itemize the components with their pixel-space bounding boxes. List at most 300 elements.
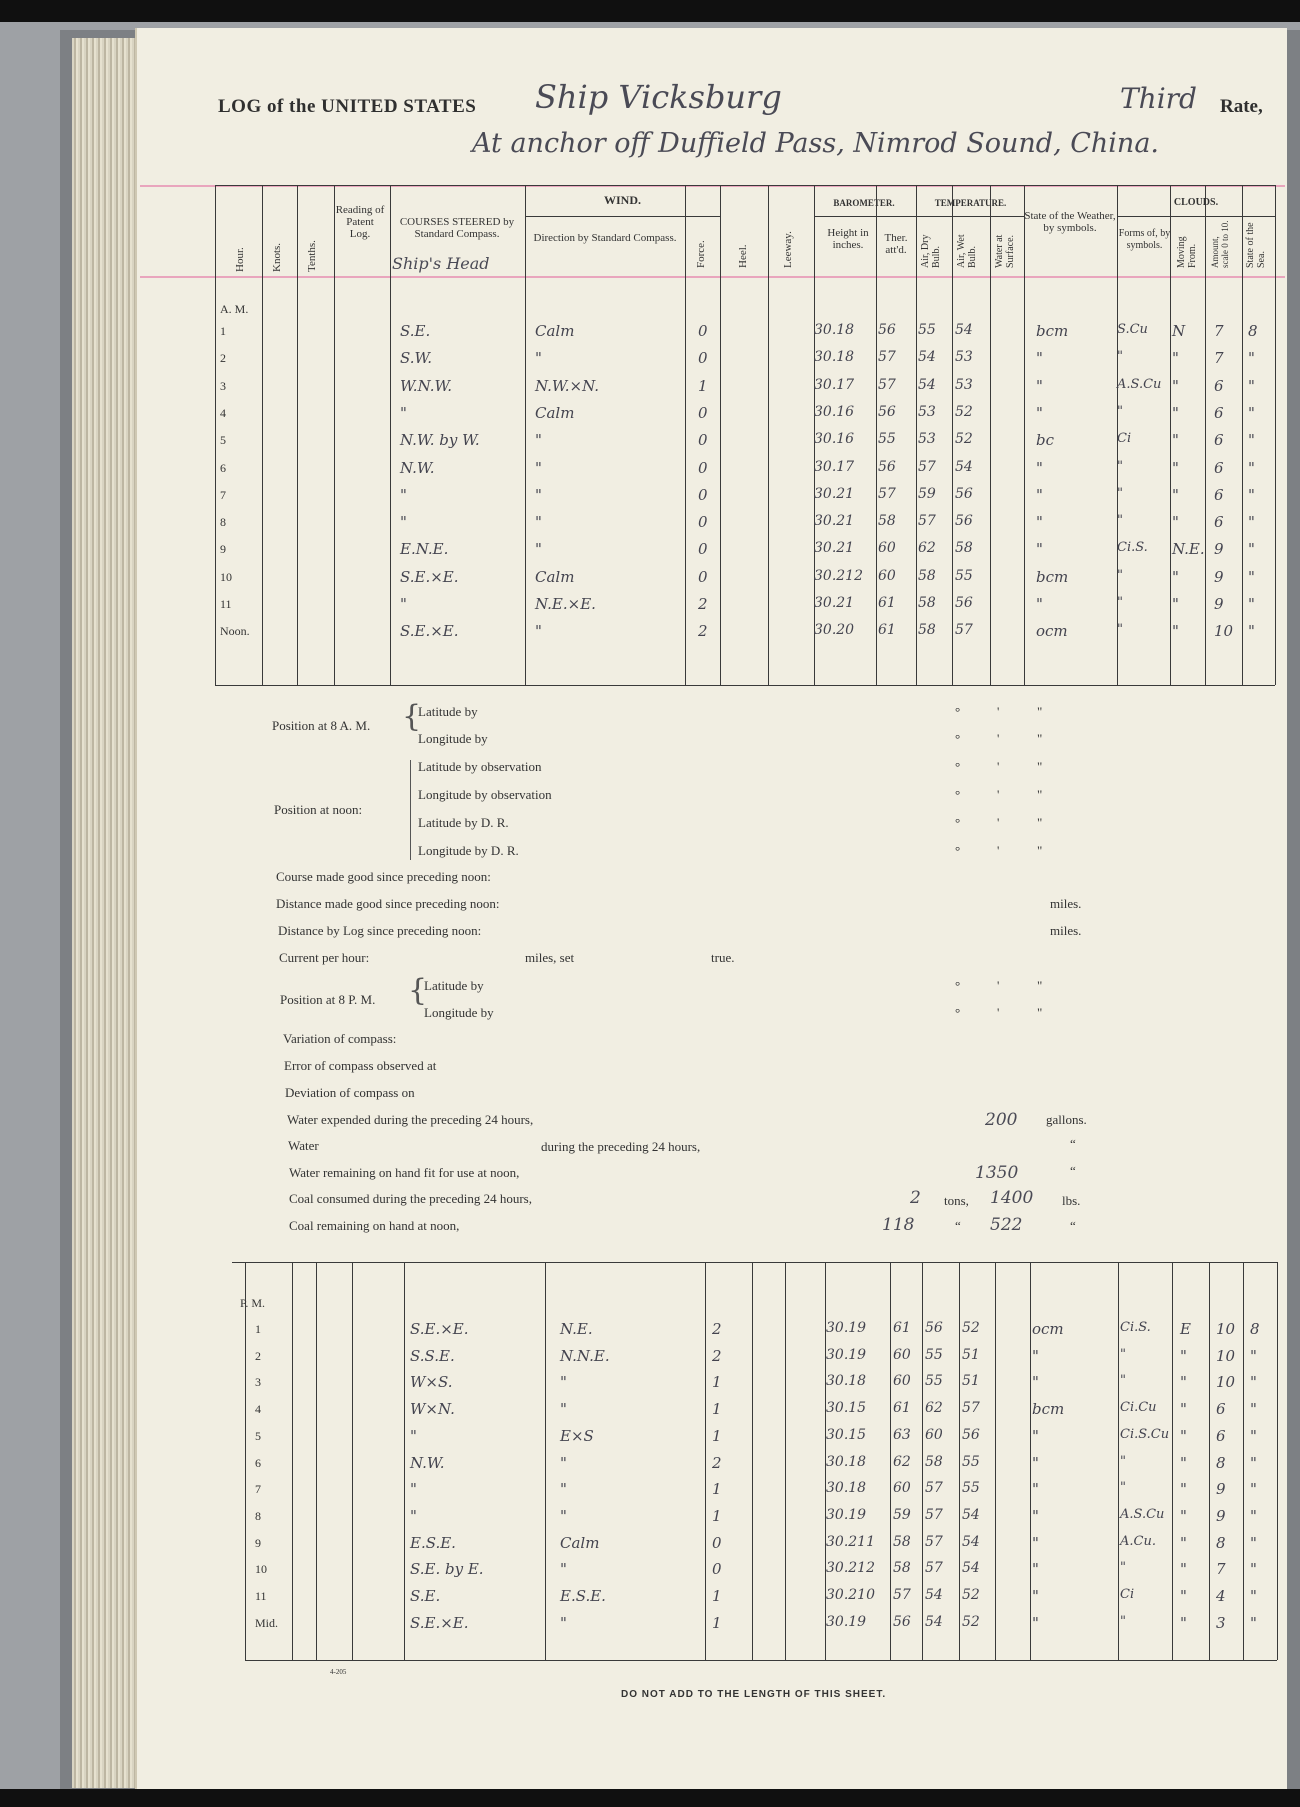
am-moving-cell: " <box>1172 485 1179 504</box>
pm-force-cell: 1 <box>712 1613 722 1632</box>
am-forms-cell: " <box>1117 349 1123 365</box>
pm-wet-cell: 55 <box>962 1480 980 1497</box>
pm-bar-cell: 30.15 <box>826 1400 867 1417</box>
col-barometer: BAROMETER. <box>833 198 895 208</box>
coal-consumed-lbs: 1400 <box>990 1188 1034 1208</box>
position-sec-mark: " <box>1037 815 1043 830</box>
am-bar-cell: 30.17 <box>814 458 855 475</box>
scan-border-bottom <box>0 1789 1300 1807</box>
pm-hour: 8 <box>255 1508 261 1523</box>
am-wind-cell: N.W.×N. <box>535 376 599 395</box>
am-wet-cell: 57 <box>955 622 973 639</box>
course-made-good: Course made good since preceding noon: <box>276 869 491 884</box>
am-ther-cell: 58 <box>878 513 896 530</box>
pm-weather-cell: " <box>1032 1587 1039 1605</box>
am-dry-cell: 53 <box>918 431 936 448</box>
am-hour: 5 <box>220 433 226 448</box>
current-miles-set: miles, set <box>525 950 575 965</box>
am-wind-cell: " <box>535 349 542 368</box>
am-course-cell: W.N.W. <box>400 376 453 395</box>
am-ther-cell: 57 <box>878 485 896 502</box>
pm-forms-cell: " <box>1120 1453 1126 1469</box>
pm-column-rule <box>1277 1262 1278 1660</box>
pm-ther-cell: 60 <box>893 1480 911 1497</box>
water-remaining: Water remaining on hand fit for use at noon, <box>289 1165 520 1180</box>
position-sec-mark: " <box>1037 759 1043 774</box>
col-knots: Knots. <box>271 242 283 272</box>
pm-course-cell: S.S.E. <box>410 1346 455 1365</box>
am-label: A. M. <box>220 302 249 316</box>
pm-column-rule <box>785 1262 786 1660</box>
am-course-cell: S.E.×E. <box>400 622 459 641</box>
am-wet-cell: 53 <box>955 376 973 393</box>
position-min-mark: ' <box>997 815 1000 830</box>
am-moving-cell: " <box>1172 376 1179 395</box>
am-weather-cell: bcm <box>1036 567 1069 586</box>
am-amount-cell: 6 <box>1214 458 1224 477</box>
pm-amount-cell: 8 <box>1216 1453 1226 1472</box>
am-amount-cell: 6 <box>1214 513 1224 532</box>
pm-hour: Mid. <box>255 1615 279 1630</box>
brace-noon <box>410 760 411 860</box>
pm-column-rule <box>292 1262 293 1660</box>
pm-course-cell: S.E. <box>410 1587 441 1605</box>
am-amount-cell: 9 <box>1214 567 1224 586</box>
am-weather-cell: " <box>1036 513 1043 532</box>
am-force-cell: 0 <box>698 540 708 559</box>
pm-hour: 4 <box>255 1402 261 1417</box>
pm-dry-cell: 57 <box>925 1506 943 1523</box>
am-course-cell: " <box>400 403 407 422</box>
am-force-cell: 1 <box>698 376 708 395</box>
pm-hour: 10 <box>255 1562 267 1577</box>
am-dry-cell: 54 <box>918 376 936 393</box>
pm-forms-cell: Ci <box>1120 1587 1135 1602</box>
am-column-rule <box>768 185 769 685</box>
pm-column-rule <box>995 1262 996 1660</box>
am-column-rule <box>952 185 953 685</box>
am-amount-cell: 9 <box>1214 540 1224 559</box>
pm-moving-cell: " <box>1180 1613 1187 1632</box>
am-ther-cell: 56 <box>878 403 896 420</box>
am-bar-cell: 30.18 <box>814 349 855 366</box>
pm-forms-cell: " <box>1120 1480 1126 1496</box>
pm-column-rule <box>752 1262 753 1660</box>
pm-dry-cell: 60 <box>925 1426 943 1443</box>
am-sea-cell: " <box>1248 403 1255 422</box>
current-per-hour: Current per hour: <box>279 950 370 965</box>
am-weather-cell: ocm <box>1036 622 1068 641</box>
col-courses-handwritten: Ship's Head <box>392 254 490 273</box>
pm-moving-cell: " <box>1180 1533 1187 1552</box>
am-column-rule <box>297 185 298 685</box>
pos-noon-label: Position at noon: <box>274 802 363 817</box>
am-course-cell: " <box>400 485 407 504</box>
pm-moving-cell: " <box>1180 1346 1187 1365</box>
pm-ther-cell: 56 <box>893 1613 911 1630</box>
pm-amount-cell: 6 <box>1216 1400 1226 1419</box>
col-state-sea: State of the Sea. <box>1245 222 1267 268</box>
pm-column-rule <box>1030 1262 1031 1660</box>
am-force-cell: 0 <box>698 403 708 422</box>
pm-moving-cell: " <box>1180 1587 1187 1605</box>
am-column-rule <box>334 185 335 685</box>
pm-course-cell: E.S.E. <box>410 1533 456 1552</box>
pm-wind-cell: " <box>560 1400 567 1419</box>
pm-force-cell: 2 <box>712 1346 722 1365</box>
pm-force-cell: 1 <box>712 1400 722 1419</box>
pm-amount-cell: 3 <box>1216 1613 1226 1632</box>
pm-forms-cell: " <box>1120 1346 1126 1362</box>
am-moving-cell: " <box>1172 513 1179 532</box>
pm-moving-cell: " <box>1180 1480 1187 1499</box>
am-moving-cell: " <box>1172 622 1179 641</box>
am-wind-cell: " <box>535 458 542 477</box>
form-number: 4-205 <box>330 1668 347 1676</box>
pm-course-cell: W×S. <box>410 1373 453 1392</box>
pos-8am-lon: Longitude by <box>418 731 488 746</box>
pm-moving-cell: " <box>1180 1506 1187 1525</box>
pm-wind-cell: " <box>560 1453 567 1472</box>
pm-moving-cell: " <box>1180 1453 1187 1472</box>
pm-amount-cell: 8 <box>1216 1533 1226 1552</box>
am-wet-cell: 54 <box>955 322 973 338</box>
am-wind-cell: N.E.×E. <box>535 595 596 613</box>
pm-moving-cell: " <box>1180 1560 1187 1579</box>
position-min-mark: ' <box>997 704 1000 719</box>
am-force-cell: 2 <box>698 622 708 641</box>
pm-wind-cell: " <box>560 1373 567 1392</box>
am-wind-cell: Calm <box>535 567 575 586</box>
am-weather-cell: bcm <box>1036 322 1069 340</box>
am-moving-cell: " <box>1172 349 1179 368</box>
pm-wind-cell: " <box>560 1506 567 1525</box>
pm-dry-cell: 55 <box>925 1373 943 1390</box>
am-moving-cell: " <box>1172 403 1179 422</box>
pm-hour: 11 <box>255 1589 267 1603</box>
pm-hour: 7 <box>255 1482 261 1497</box>
pm-column-rule <box>922 1262 923 1660</box>
am-weather-cell: " <box>1036 595 1043 613</box>
am-bar-cell: 30.18 <box>814 322 855 338</box>
am-wet-cell: 55 <box>955 567 973 584</box>
am-dry-cell: 57 <box>918 458 936 475</box>
pm-column-rule <box>545 1262 546 1660</box>
am-amount-cell: 6 <box>1214 431 1224 450</box>
am-hour: 2 <box>220 351 226 366</box>
pm-force-cell: 2 <box>712 1453 722 1472</box>
am-course-cell: N.W. <box>400 458 435 477</box>
pm-course-cell: " <box>410 1480 417 1499</box>
pm-bar-cell: 30.212 <box>826 1560 875 1577</box>
am-sea-cell: " <box>1248 567 1255 586</box>
position-sec-mark: " <box>1037 843 1043 858</box>
pm-sea-cell: " <box>1250 1560 1257 1579</box>
pm-ther-cell: 61 <box>893 1320 911 1336</box>
am-sea-cell: 8 <box>1248 322 1258 340</box>
pm-sea-cell: " <box>1250 1480 1257 1499</box>
pm-force-cell: 1 <box>712 1426 722 1445</box>
pm-ther-cell: 63 <box>893 1426 911 1443</box>
pm-hour: 9 <box>255 1535 261 1550</box>
col-tenths: Tenths. <box>306 240 318 272</box>
coal-remaining-tons: 118 <box>882 1215 915 1235</box>
col-leeway: Leeway. <box>782 231 794 268</box>
coal-remaining: Coal remaining on hand at noon, <box>289 1218 460 1233</box>
am-hour: 8 <box>220 515 226 530</box>
pm-weather-cell: " <box>1032 1613 1039 1632</box>
am-amount-cell: 7 <box>1214 322 1224 340</box>
am-force-cell: 0 <box>698 431 708 450</box>
pm-wet-cell: 54 <box>962 1506 980 1523</box>
pm-forms-cell: A.Cu. <box>1120 1533 1156 1549</box>
distance-by-log: Distance by Log since preceding noon: <box>278 923 482 938</box>
pm-hour: 2 <box>255 1348 261 1363</box>
pm-label: P. M. <box>240 1296 266 1310</box>
pm-forms-cell: Ci.S.Cu <box>1120 1426 1170 1442</box>
am-bar-cell: 30.21 <box>814 595 855 611</box>
col-clouds: CLOUDS. <box>1173 197 1219 208</box>
am-column-rule <box>1275 185 1276 685</box>
pm-hour: 5 <box>255 1428 261 1443</box>
pm-bar-cell: 30.210 <box>826 1587 875 1603</box>
am-moving-cell: " <box>1172 595 1179 613</box>
am-hour: 10 <box>220 569 232 584</box>
distance-made-miles: miles. <box>1050 896 1082 911</box>
pm-sea-cell: " <box>1250 1587 1257 1605</box>
water-expended-value: 200 <box>985 1110 1018 1130</box>
pm-course-cell: " <box>410 1426 417 1445</box>
pm-force-cell: 1 <box>712 1587 722 1605</box>
pm-bar-cell: 30.18 <box>826 1373 867 1390</box>
pos-noon-lon-obs: Longitude by observation <box>418 787 552 802</box>
am-dry-cell: 58 <box>918 622 936 639</box>
am-hour: 6 <box>220 460 226 475</box>
am-ther-cell: 61 <box>878 595 896 611</box>
pm-ther-cell: 58 <box>893 1560 911 1577</box>
pm-bar-cell: 30.18 <box>826 1453 867 1470</box>
pm-weather-cell: " <box>1032 1480 1039 1499</box>
pm-moving-cell: " <box>1180 1373 1187 1392</box>
coal-consumed: Coal consumed during the preceding 24 hours, <box>289 1191 532 1206</box>
am-forms-cell: " <box>1117 513 1123 529</box>
position-min-mark: ' <box>997 731 1000 746</box>
am-column-rule <box>215 185 216 685</box>
pm-course-cell: S.E.×E. <box>410 1613 469 1632</box>
pm-sea-cell: " <box>1250 1453 1257 1472</box>
pm-forms-cell: Ci.S. <box>1120 1320 1151 1335</box>
col-wind-direction: Direction by Standard Compass. <box>533 232 677 244</box>
pm-hour: 3 <box>255 1375 261 1390</box>
pm-column-rule <box>316 1262 317 1660</box>
pm-column-rule <box>1243 1262 1244 1660</box>
am-wind-cell: Calm <box>535 403 575 422</box>
rate-label: Rate, <box>1220 96 1263 117</box>
position-min-mark: ' <box>997 843 1000 858</box>
col-wind: WIND. <box>603 193 641 207</box>
am-forms-cell: A.S.Cu <box>1117 376 1162 392</box>
pos-8am-label: Position at 8 A. M. <box>272 718 371 733</box>
am-bar-cell: 30.17 <box>814 376 855 393</box>
pm-column-rule <box>245 1262 246 1660</box>
am-forms-cell: Ci.S. <box>1117 540 1148 556</box>
position-deg-mark: ° <box>955 731 961 746</box>
pm-bar-cell: 30.15 <box>826 1426 867 1443</box>
am-dry-cell: 55 <box>918 322 936 338</box>
distance-made-good: Distance made good since preceding noon: <box>276 896 500 911</box>
am-weather-cell: " <box>1036 540 1043 559</box>
am-weather-cell: " <box>1036 485 1043 504</box>
am-hour: 9 <box>220 542 226 557</box>
am-dry-cell: 57 <box>918 513 936 530</box>
coal-tons-label: tons, <box>944 1193 969 1208</box>
pm-forms-cell: A.S.Cu <box>1120 1506 1165 1522</box>
am-wind-cell: " <box>535 622 542 641</box>
am-forms-cell: S.Cu <box>1117 322 1148 337</box>
am-weather-cell: " <box>1036 349 1043 368</box>
col-hour: Hour. <box>234 247 246 272</box>
am-course-cell: S.E.×E. <box>400 567 459 586</box>
pm-ther-cell: 62 <box>893 1453 911 1470</box>
variation-compass: Variation of compass: <box>283 1031 397 1046</box>
pm-wet-cell: 55 <box>962 1453 980 1470</box>
pos-8pm-label: Position at 8 P. M. <box>280 992 376 1007</box>
am-moving-cell: N.E. <box>1172 540 1205 559</box>
coal-remaining-lbs: 522 <box>990 1215 1023 1235</box>
am-weather-cell: " <box>1036 458 1043 477</box>
am-column-rule <box>876 185 877 685</box>
am-bar-cell: 30.212 <box>814 567 863 584</box>
pm-force-cell: 1 <box>712 1373 722 1392</box>
position-deg-mark: ° <box>955 843 961 858</box>
am-ther-cell: 55 <box>878 431 896 448</box>
am-wet-cell: 52 <box>955 403 973 420</box>
position-deg-mark: ° <box>955 978 961 993</box>
am-bar-cell: 30.21 <box>814 485 855 502</box>
pm-forms-cell: Ci.Cu <box>1120 1400 1157 1416</box>
am-column-rule <box>390 185 391 685</box>
am-wet-cell: 52 <box>955 431 973 448</box>
footer-notice: DO NOT ADD TO THE LENGTH OF THIS SHEET. <box>621 1689 887 1700</box>
am-course-cell: S.W. <box>400 349 433 368</box>
distance-log-miles: miles. <box>1050 923 1082 938</box>
am-sea-cell: " <box>1248 513 1255 532</box>
am-moving-cell: " <box>1172 567 1179 586</box>
pm-weather-cell: " <box>1032 1506 1039 1525</box>
pm-dry-cell: 56 <box>925 1320 943 1336</box>
am-column-rule <box>1024 185 1025 685</box>
col-force: Force. <box>695 240 707 268</box>
ship-location: At anchor off Duffield Pass, Nimrod Sound, China. <box>472 128 1159 159</box>
am-amount-cell: 6 <box>1214 403 1224 422</box>
position-min-mark: ' <box>997 1005 1000 1020</box>
pm-forms-cell: " <box>1120 1373 1126 1389</box>
pm-column-rule <box>352 1262 353 1660</box>
pm-weather-cell: ocm <box>1032 1320 1064 1338</box>
coal-ditto: “ <box>955 1218 961 1233</box>
pm-amount-cell: 4 <box>1216 1587 1226 1605</box>
am-amount-cell: 7 <box>1214 349 1224 368</box>
deviation-compass: Deviation of compass on <box>285 1085 415 1100</box>
pm-dry-cell: 62 <box>925 1400 943 1417</box>
am-force-cell: 0 <box>698 458 708 477</box>
col-temperature: TEMPERATURE. <box>934 198 1007 208</box>
pm-wet-cell: 52 <box>962 1613 980 1630</box>
pos-8am-lat: Latitude by <box>418 704 478 719</box>
am-amount-cell: 9 <box>1214 595 1224 613</box>
am-force-cell: 0 <box>698 513 708 532</box>
am-ther-cell: 57 <box>878 376 896 393</box>
pm-force-cell: 1 <box>712 1506 722 1525</box>
water-gallons: gallons. <box>1046 1112 1087 1127</box>
pm-wind-cell: " <box>560 1613 567 1632</box>
pm-sea-cell: " <box>1250 1506 1257 1525</box>
pm-force-cell: 0 <box>712 1533 722 1552</box>
pm-sea-cell: " <box>1250 1346 1257 1365</box>
pm-sea-cell: " <box>1250 1400 1257 1419</box>
position-sec-mark: " <box>1037 704 1043 719</box>
am-course-cell: S.E. <box>400 322 431 340</box>
am-wet-cell: 54 <box>955 458 973 475</box>
pm-wind-cell: " <box>560 1560 567 1579</box>
water-remaining-value: 1350 <box>975 1163 1019 1183</box>
am-bar-cell: 30.21 <box>814 513 855 530</box>
am-column-rule <box>990 185 991 685</box>
position-deg-mark: ° <box>955 704 961 719</box>
pm-amount-cell: 6 <box>1216 1426 1226 1445</box>
am-dry-cell: 58 <box>918 567 936 584</box>
pm-course-cell: " <box>410 1506 417 1525</box>
col-wet-bulb: Air, Wet Bulb. <box>956 234 978 268</box>
pm-column-rule <box>1209 1262 1210 1660</box>
pm-wind-cell: " <box>560 1480 567 1499</box>
position-deg-mark: ° <box>955 759 961 774</box>
am-forms-cell: " <box>1117 458 1123 474</box>
am-hour: 4 <box>220 405 226 420</box>
pos-noon-lat-obs: Latitude by observation <box>418 759 542 774</box>
pm-ther-cell: 61 <box>893 1400 911 1417</box>
am-dry-cell: 58 <box>918 595 936 611</box>
pm-dry-cell: 54 <box>925 1613 943 1630</box>
pm-dry-cell: 57 <box>925 1560 943 1577</box>
pos-8pm-lat: Latitude by <box>424 978 484 993</box>
am-force-cell: 0 <box>698 567 708 586</box>
water-ditto-2: “ <box>1070 1163 1076 1178</box>
am-sea-cell: " <box>1248 376 1255 395</box>
printed-title: LOG of the UNITED STATES <box>218 96 477 117</box>
am-wind-cell: Calm <box>535 322 575 340</box>
pm-weather-cell: " <box>1032 1373 1039 1392</box>
am-dry-cell: 54 <box>918 349 936 366</box>
pm-sea-cell: " <box>1250 1426 1257 1445</box>
pm-force-cell: 2 <box>712 1320 722 1338</box>
am-ther-cell: 61 <box>878 622 896 639</box>
position-min-mark: ' <box>997 787 1000 802</box>
pm-weather-cell: " <box>1032 1453 1039 1472</box>
am-column-rule <box>685 185 686 685</box>
am-forms-cell: Ci <box>1117 431 1132 447</box>
pm-column-rule <box>1172 1262 1173 1660</box>
pm-ther-cell: 57 <box>893 1587 911 1603</box>
current-true: true. <box>711 950 735 965</box>
pm-course-cell: W×N. <box>410 1400 455 1419</box>
pos-noon-lat-dr: Latitude by D. R. <box>418 815 509 830</box>
position-sec-mark: " <box>1037 978 1043 993</box>
col-patent-log: Reading of Patent Log. <box>335 204 385 240</box>
pm-dry-cell: 57 <box>925 1480 943 1497</box>
red-rule-header <box>140 276 1285 278</box>
am-dry-cell: 53 <box>918 403 936 420</box>
